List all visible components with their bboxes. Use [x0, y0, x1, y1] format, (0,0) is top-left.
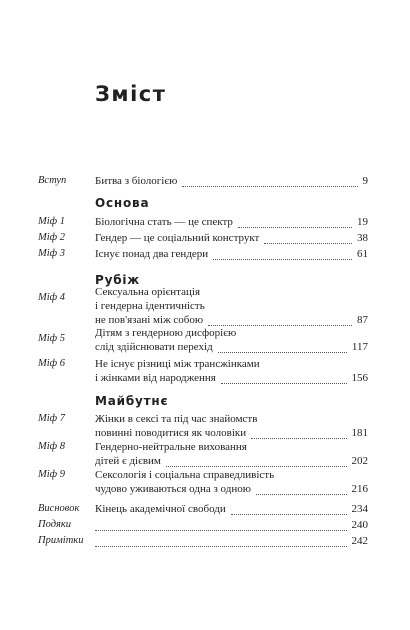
toc-entry-intro[interactable] [95, 175, 368, 189]
page-number: 61 [357, 248, 368, 260]
page-number: 19 [357, 216, 368, 228]
dot-leader [208, 324, 352, 326]
entry-label-myth-6: Міф 6 [38, 358, 65, 369]
toc-entry-myth-8[interactable] [95, 455, 368, 469]
page-number: 234 [351, 503, 368, 515]
toc-entry-myth-5-line-1[interactable] [95, 327, 368, 341]
dot-leader [264, 242, 352, 244]
page-number: 202 [351, 455, 368, 467]
entry-label-conclusion: Висновок [38, 503, 80, 514]
entry-title: і гендерна ідентичність [95, 300, 205, 312]
entry-label-myth-2: Міф 2 [38, 232, 65, 243]
entry-title: дітей є дієвим [95, 455, 161, 467]
page-number: 87 [357, 314, 368, 326]
toc-entry-myth-9-line-1[interactable] [95, 469, 368, 483]
toc-entry-myth-8-line-1[interactable] [95, 441, 368, 455]
toc-entry-acknowledgements[interactable] [95, 519, 368, 533]
dot-leader [218, 351, 347, 353]
toc-entry-myth-6-line-1[interactable] [95, 358, 368, 372]
entry-title: Існує понад два гендери [95, 248, 209, 260]
toc-entry-myth-2[interactable] [95, 232, 368, 246]
toc-entry-myth-6[interactable] [95, 372, 368, 386]
toc-entry-notes[interactable] [95, 535, 368, 549]
toc-entry-myth-4-line-1[interactable] [95, 286, 368, 300]
page-number: 181 [351, 427, 368, 439]
entry-title: чудово уживаються одна з одною [95, 483, 251, 495]
toc-entry-myth-3[interactable] [95, 248, 368, 262]
dot-leader [231, 513, 347, 515]
toc-entry-myth-7[interactable] [95, 427, 368, 441]
entry-label-myth-8: Міф 8 [38, 441, 65, 452]
page-number: 156 [351, 372, 368, 384]
entry-label-notes: Примітки [38, 535, 84, 546]
entry-title: і жінками від народження [95, 372, 216, 384]
page-number: 216 [351, 483, 368, 495]
entry-title: Жінки в сексі та під час знайомств [95, 413, 258, 425]
entry-title: Гендер — це соціальний конструкт [95, 232, 260, 244]
entry-label-myth-3: Міф 3 [38, 248, 65, 259]
entry-title: Гендерно-нейтральне виховання [95, 441, 247, 453]
toc-entry-myth-5[interactable] [95, 341, 368, 355]
entry-label-intro: Вступ [38, 175, 67, 186]
entry-label-myth-5: Міф 5 [38, 333, 65, 344]
dot-leader [95, 545, 347, 547]
dot-leader [256, 493, 347, 495]
dot-leader [221, 382, 347, 384]
entry-title: Дітям з гендерною дисфорією [95, 327, 237, 339]
entry-title: Не існує різниці між трансжінками [95, 358, 260, 370]
entry-label-myth-9: Міф 9 [38, 469, 65, 480]
entry-label-myth-7: Міф 7 [38, 413, 65, 424]
toc-entry-conclusion[interactable] [95, 503, 368, 517]
entry-label-myth-4: Міф 4 [38, 292, 65, 303]
entry-label-myth-1: Міф 1 [38, 216, 65, 227]
entry-title: Битва з біологією [95, 175, 178, 187]
section-heading-rubizh: Рубіж [95, 273, 141, 287]
page-number: 38 [357, 232, 368, 244]
entry-title: Біологічна стать — це спектр [95, 216, 233, 228]
section-heading-osnova: Основа [95, 196, 150, 210]
page-number: 9 [362, 175, 368, 187]
page-number: 242 [351, 535, 368, 547]
dot-leader [213, 258, 352, 260]
dot-leader [182, 185, 357, 187]
page-title: Зміст [95, 82, 167, 106]
entry-title: повинні поводитися як чоловіки [95, 427, 247, 439]
dot-leader [251, 437, 346, 439]
entry-title: не пов'язані між собою [95, 314, 204, 326]
page-number: 117 [351, 341, 368, 353]
page-number: 240 [351, 519, 368, 531]
entry-title: Кінець академічної свободи [95, 503, 226, 515]
entry-label-acknowledgements: Подяки [38, 519, 72, 530]
entry-title: Сексологія і соціальна справедливість [95, 469, 275, 481]
entry-title: слід здійснювати перехід [95, 341, 213, 353]
toc-entry-myth-4[interactable] [95, 314, 368, 328]
section-heading-maibutnie: Майбутнє [95, 394, 169, 408]
entry-title: Сексуальна орієнтація [95, 286, 201, 298]
dot-leader [166, 465, 347, 467]
toc-entry-myth-9[interactable] [95, 483, 368, 497]
toc-entry-myth-7-line-1[interactable] [95, 413, 368, 427]
dot-leader [238, 226, 352, 228]
toc-entry-myth-4-line-2[interactable] [95, 300, 368, 314]
dot-leader [95, 529, 347, 531]
toc-entry-myth-1[interactable] [95, 216, 368, 230]
